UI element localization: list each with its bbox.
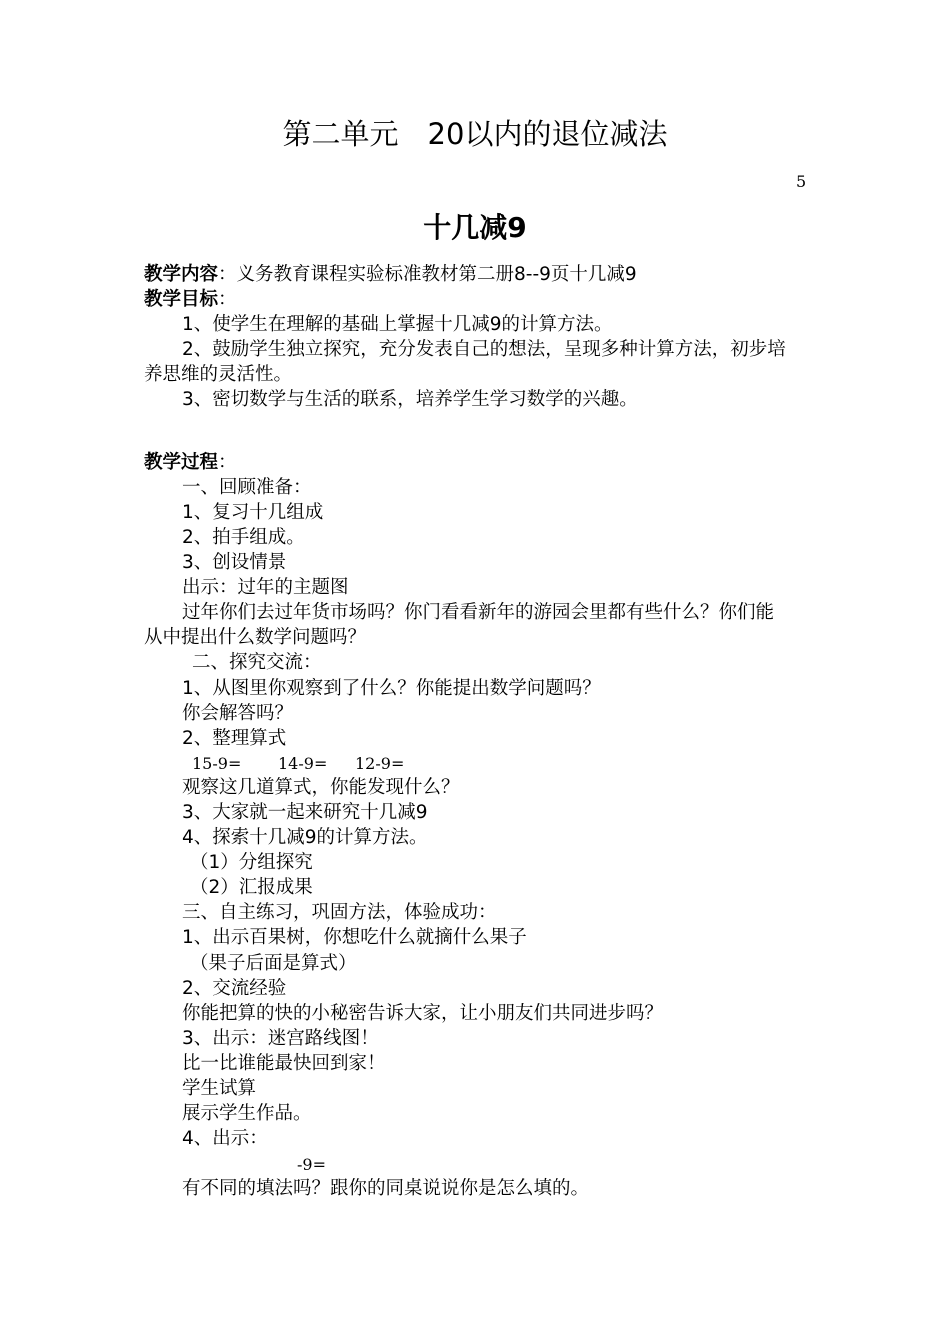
process-line: 比一比谁能最快回到家！ [182,1053,386,1074]
content-colon: ： [218,264,237,285]
objective-item: 2、鼓励学生独立探究，充分发表自己的想法，呈现多种计算方法，初步培 [182,339,786,360]
process-line: （1）分组探究 [190,852,313,873]
process-line: 3、创设情景 [182,552,287,573]
process-line: 学生试算 [182,1078,257,1099]
process-line: 有不同的填法吗？跟你的同桌说说你是怎么填的。 [182,1178,590,1199]
process-line: 观察这几道算式，你能发现什么？ [182,777,460,798]
process-line: 2、拍手组成。 [182,527,305,548]
objective-item: 养思维的灵活性。 [144,364,293,385]
process-label: 教学过程 [144,452,219,473]
content-text: 义务教育课程实验标准教材第二册8--9页十几减9 [236,264,637,285]
lesson-title: 十几减9 [423,211,527,244]
process-line: 2、交流经验 [182,978,287,999]
objective-item: 3、密切数学与生活的联系，培养学生学习数学的兴趣。 [182,389,638,410]
objectives-heading [144,287,237,312]
process-line: 你会解答吗？ [182,703,294,724]
process-colon: ： [218,452,237,473]
process-line: （果子后面是算式） [190,953,357,974]
equation: 14-9= [278,754,328,773]
process-line: 从中提出什么数学问题吗？ [144,627,367,648]
process-line: 3、大家就一起来研究十几减9 [182,802,428,823]
process-line: 三、自主练习，巩固方法，体验成功： [182,902,497,923]
process-line: 二、探究交流： [192,652,322,673]
process-line: 1、从图里你观察到了什么？你能提出数学问题吗？ [182,678,601,699]
process-line: 出示：过年的主题图 [182,577,349,598]
content-line [144,262,637,287]
process-line: 你能把算的快的小秘密告诉大家，让小朋友们共同进步吗？ [182,1003,664,1024]
objectives-label: 教学目标 [144,289,219,310]
process-line: 1、出示百果树，你想吃什么就摘什么果子 [182,927,527,948]
process-line: 4、探索十几减9的计算方法。 [182,827,428,848]
process-heading [144,450,237,475]
page-number: 5 [796,172,807,191]
objective-item: 1、使学生在理解的基础上掌握十几减9的计算方法。 [182,314,613,335]
process-line: 4、出示： [182,1128,268,1149]
objectives-colon: ： [218,289,237,310]
process-line: 展示学生作品。 [182,1103,312,1124]
blank-equation: -9= [297,1155,326,1174]
equation: 15-9= [192,754,242,773]
content-label: 教学内容 [144,264,219,285]
unit-title: 第二单元 20以内的退位减法 [282,117,668,151]
equation: 12-9= [355,754,405,773]
process-line: 过年你们去过年货市场吗？你门看看新年的游园会里都有些什么？你们能 [182,602,775,623]
process-line: 1、复习十几组成 [182,502,324,523]
process-line: 2、整理算式 [182,728,287,749]
process-line: 3、出示：迷宫路线图！ [182,1028,379,1049]
process-line: 一、回顾准备： [182,477,312,498]
process-line: （2）汇报成果 [190,877,313,898]
